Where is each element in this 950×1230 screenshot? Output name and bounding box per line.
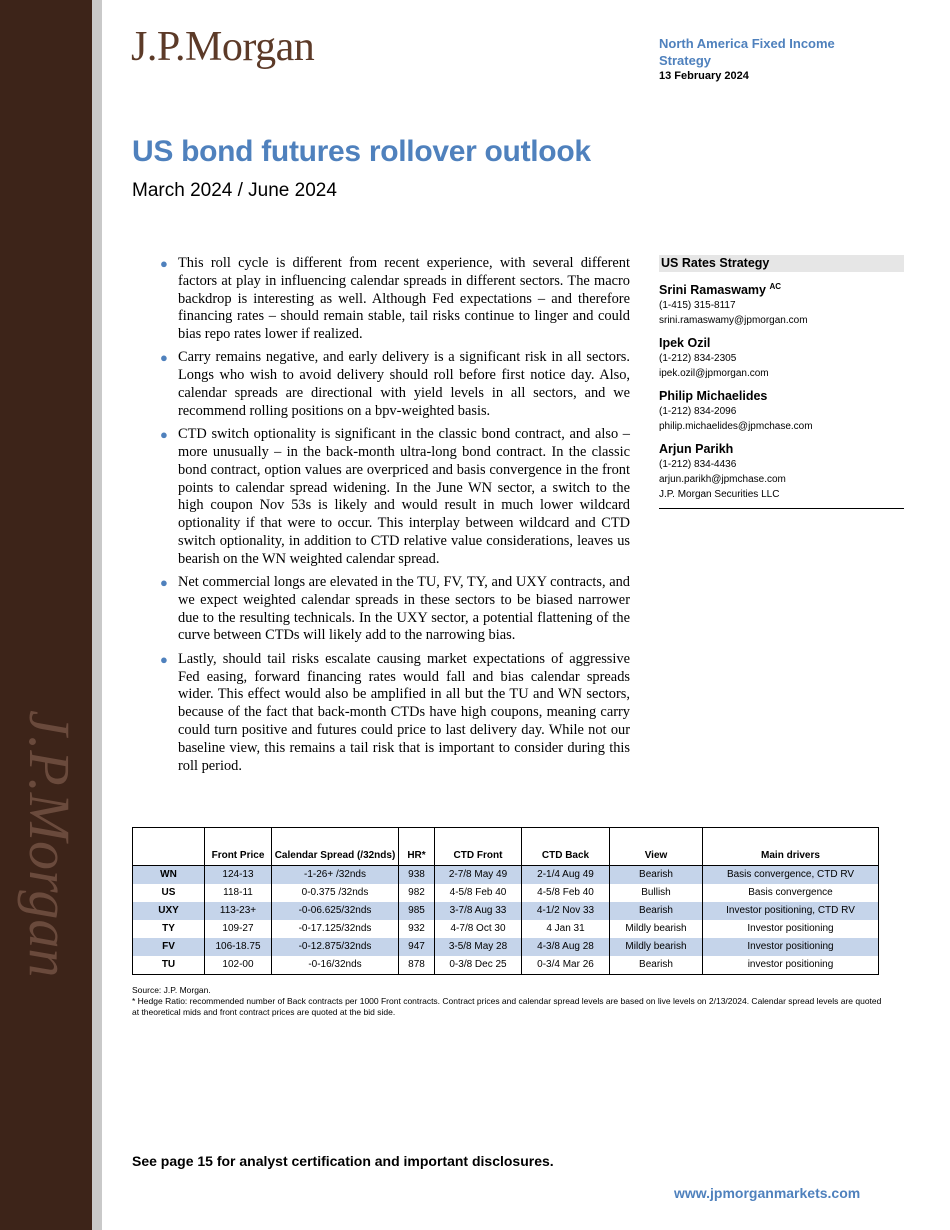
analyst-list [659, 279, 904, 509]
report-header [659, 35, 879, 84]
footnote: * Hedge Ratio: recommended number of Back contracts per 1000 Front contracts. Contract prices and calendar spread levels are based on live levels on 2/13/2024. Calendar spread levels are quoted at theoretical mids and front contract prices are quoted at the bid side. [132, 996, 882, 1017]
table-cell: US [133, 884, 205, 902]
column-header: HR* [399, 828, 435, 866]
table-cell: Investor positioning [703, 920, 879, 938]
analyst-card [659, 441, 904, 487]
table-cell: 0-3/8 Dec 25 [435, 956, 522, 975]
key-point-text: CTD switch optionality is significant in the classic bond contract, and also – more unusually – in the back-month ultra-long bond contract. In the classic bond contract, option values are overpriced and basis convergence in the front points to calendar spread widening. In the June WN sector, a switch to the high coupon Nov 53s is likely and would result in much lower wildcard optionality if that were to occur. This interplay between wildcard and CTD switch optionality, in addition to CTD relative value considerations, leaves us bearish on the WN weighted calendar spread. [178, 426, 630, 567]
table-cell: -0-06.625/32nds [272, 902, 399, 920]
table-cell: 109-27 [205, 920, 272, 938]
analyst-email[interactable]: srini.ramaswamy@jpmorgan.com [659, 315, 808, 327]
column-header: View [610, 828, 703, 866]
bullet-icon: ● [160, 350, 168, 366]
table-cell: 4-7/8 Oct 30 [435, 920, 522, 938]
table-cell: 124-13 [205, 866, 272, 885]
table-cell: Investor positioning, CTD RV [703, 902, 879, 920]
table-cell: 4 Jan 31 [522, 920, 610, 938]
table-cell: 2-1/4 Aug 49 [522, 866, 610, 885]
table-cell: Mildly bearish [610, 938, 703, 956]
key-point [160, 255, 630, 344]
table-cell: 4-3/8 Aug 28 [522, 938, 610, 956]
analyst-phone: (1-212) 834-2096 [659, 406, 737, 418]
table-cell: UXY [133, 902, 205, 920]
table-cell: Bullish [610, 884, 703, 902]
analyst-certification-mark: AC [769, 282, 782, 291]
key-point-text: Carry remains negative, and early delivery is a significant risk in all sectors. Longs who wish to avoid delivery should roll before first notice day. Also, calendar spreads are directional with yield levels in all sectors, and we recommend rolling positions on a bpv-weighted basis. [178, 349, 630, 419]
table-cell: 106-18.75 [205, 938, 272, 956]
page-title: US bond futures rollover outlook [132, 135, 591, 168]
table-cell: 0-0.375 /32nds [272, 884, 399, 902]
table-row [133, 866, 879, 885]
table-cell: 0-3/4 Mar 26 [522, 956, 610, 975]
table-cell: 4-1/2 Nov 33 [522, 902, 610, 920]
table-cell: 113-23+ [205, 902, 272, 920]
bullet-icon: ● [160, 651, 168, 667]
table-cell: -1-26+ /32nds [272, 866, 399, 885]
analyst-email[interactable]: ipek.ozil@jpmorgan.com [659, 368, 769, 380]
watermark-logo [0, 700, 92, 1030]
table-cell: 4-5/8 Feb 40 [522, 884, 610, 902]
table-cell: 3-7/8 Aug 33 [435, 902, 522, 920]
analyst-name: Srini Ramaswamy $^{AC}$ [659, 282, 782, 298]
table-cell: TU [133, 956, 205, 975]
table-cell: 3-5/8 May 28 [435, 938, 522, 956]
table-cell: 4-5/8 Feb 40 [435, 884, 522, 902]
table-cell: 938 [399, 866, 435, 885]
table-cell: 932 [399, 920, 435, 938]
sidebar-divider [92, 0, 102, 1230]
table-cell: 102-00 [205, 956, 272, 975]
key-point [160, 650, 630, 776]
analyst-phone: (1-212) 834-2305 [659, 353, 737, 365]
analyst-card [659, 388, 904, 434]
table-row [133, 938, 879, 956]
table-cell: Bearish [610, 902, 703, 920]
table-cell: investor positioning [703, 956, 879, 975]
firm-name: J.P. Morgan Securities LLC [659, 489, 780, 501]
page-subtitle: March 2024 / June 2024 [132, 180, 337, 201]
analyst-card [659, 335, 904, 381]
sidebar-heading: US Rates Strategy [659, 255, 904, 272]
report-date: 13 February 2024 [659, 70, 749, 82]
key-point-text: Net commercial longs are elevated in the TU, FV, TY, and UXY contracts, and we expect weighted calendar spreads in these sectors to be biased narrower due to the resulting technicals. In the UXY sector, a potential flattening of the curve between CTDs will likely add to the narrowing bias. [178, 574, 630, 644]
table-cell: Investor positioning [703, 938, 879, 956]
watermark-text: J.P.Morgan [17, 710, 82, 978]
key-point-text: This roll cycle is different from recent experience, with several different factors at play in influencing calendar spreads in different sectors. The macro backdrop is interesting as well. Although Fed expectations – and therefore financing rates – should remain stable, tail risks continue to linger and could bias repo rates lower if realized. [178, 255, 630, 343]
table-row [133, 902, 879, 920]
department-label: North America Fixed Income Strategy [659, 36, 835, 68]
analyst-email[interactable]: arjun.parikh@jpmchase.com [659, 474, 786, 486]
key-point-text: Lastly, should tail risks escalate causing market expectations of aggressive Fed easing, forward financing rates would fall and bias calendar spreads wider. This effect would also be amplified in all but the TU and WN sectors, because of the fact that back-month CTDs have high coupons, meaning carry could turn positive and futures could price to last delivery day. While not our baseline view, this remains a tail risk that is important to consider during this roll period. [178, 650, 630, 774]
column-header: CTD Back [522, 828, 610, 866]
analyst-phone: (1-415) 315-8117 [659, 300, 736, 312]
table-cell: -0-17.125/32nds [272, 920, 399, 938]
table-cell: -0-16/32nds [272, 956, 399, 975]
analyst-phone: (1-212) 834-4436 [659, 459, 737, 471]
table-header-row [133, 828, 879, 866]
bullet-icon: ● [160, 427, 168, 443]
table-notes [132, 985, 887, 1018]
analyst-name: Ipek Ozil [659, 336, 711, 351]
table-cell: 982 [399, 884, 435, 902]
table-cell: TY [133, 920, 205, 938]
analyst-contacts [659, 255, 904, 509]
table-cell: 947 [399, 938, 435, 956]
table-cell: 878 [399, 956, 435, 975]
jpmorgan-logo: J.P.Morgan [131, 24, 315, 70]
analyst-card [659, 279, 904, 328]
column-header: Calendar Spread (/32nds) [272, 828, 399, 866]
table-cell: 2-7/8 May 49 [435, 866, 522, 885]
website-link[interactable]: www.jpmorganmarkets.com [674, 1185, 861, 1201]
table-cell: Basis convergence [703, 884, 879, 902]
table-cell: FV [133, 938, 205, 956]
table-row [133, 956, 879, 975]
disclosure-notice: See page 15 for analyst certification and important disclosures. [132, 1153, 554, 1169]
column-header: Front Price [205, 828, 272, 866]
table-row [133, 884, 879, 902]
key-point [160, 426, 630, 568]
column-header: CTD Front [435, 828, 522, 866]
table-cell: WN [133, 866, 205, 885]
table-cell: -0-12.875/32nds [272, 938, 399, 956]
analyst-name: Arjun Parikh [659, 442, 734, 457]
table-cell: Mildly bearish [610, 920, 703, 938]
table-row [133, 920, 879, 938]
key-point [160, 574, 630, 645]
table-cell: Bearish [610, 866, 703, 885]
table-cell: Bearish [610, 956, 703, 975]
table-cell: 985 [399, 902, 435, 920]
column-header [133, 828, 205, 866]
bullet-icon: ● [160, 575, 168, 591]
key-points-list [160, 255, 630, 781]
source-note: Source: J.P. Morgan. [132, 985, 211, 995]
analyst-name: Philip Michaelides [659, 389, 768, 404]
column-header: Main drivers [703, 828, 879, 866]
sidebar-watermark [0, 700, 92, 1030]
analyst-email[interactable]: philip.michaelides@jpmchase.com [659, 421, 813, 433]
brand-sidebar [0, 0, 92, 1230]
table-cell: 118-11 [205, 884, 272, 902]
key-point [160, 349, 630, 420]
table-cell: Basis convergence, CTD RV [703, 866, 879, 885]
rollover-summary-table [132, 827, 879, 975]
bullet-icon: ● [160, 256, 168, 271]
